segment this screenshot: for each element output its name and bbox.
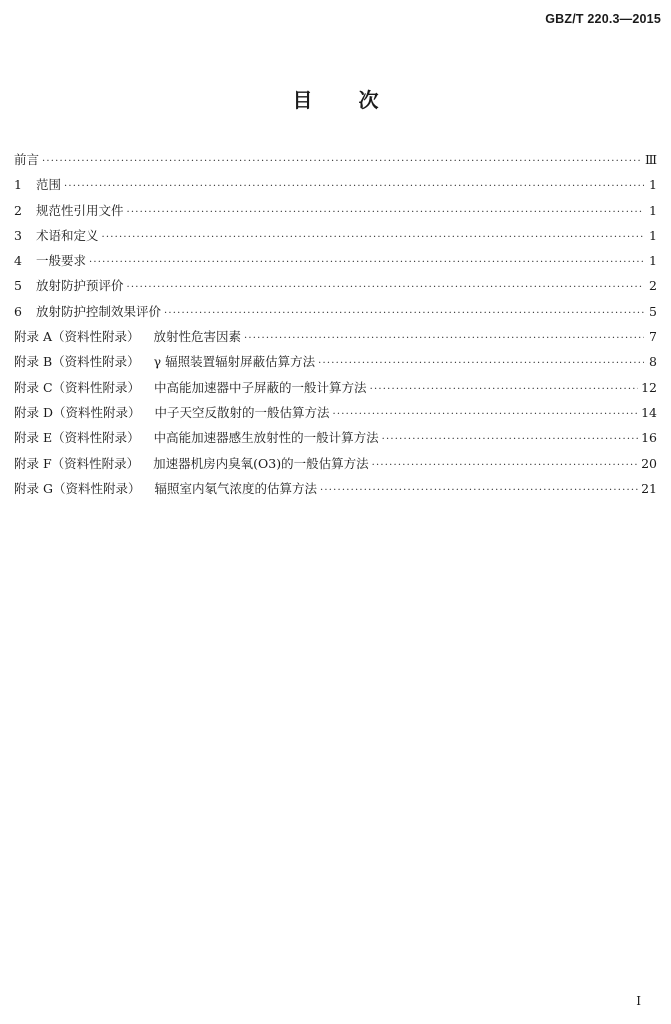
toc-appendix-number: 附录 A（资料性附录） — [14, 329, 140, 345]
toc-appendix-number: 附录 F（资料性附录） — [14, 455, 140, 471]
toc-entry-appendix-e[interactable] — [14, 430, 657, 455]
page-number: I — [636, 994, 641, 1008]
toc-entry-page: 12 — [641, 379, 657, 395]
toc-entry-label: 放射性危害因素 — [153, 329, 242, 345]
leader-dots — [320, 483, 638, 499]
leader-dots — [64, 179, 644, 195]
toc-entry-label: 术语和定义 — [36, 227, 99, 243]
toc-entry-3[interactable] — [14, 228, 657, 253]
toc-entry-page: 21 — [641, 480, 657, 496]
toc-entry-page: 20 — [641, 455, 657, 471]
toc-entry-label: 加速器机房内臭氧(O3)的一般估算方法 — [153, 455, 369, 471]
toc-entry-page: Ⅲ — [644, 152, 657, 167]
leader-dots — [333, 407, 639, 423]
toc-entry-4[interactable] — [14, 253, 657, 278]
toc-entry-appendix-g[interactable] — [14, 481, 657, 506]
toc-entry-label: 规范性引用文件 — [36, 202, 124, 218]
toc-entry-label: 前言 — [14, 152, 40, 167]
toc-entry-label: 范围 — [36, 177, 62, 193]
toc-entry-number: 6 — [14, 303, 22, 319]
toc-entry-label: 放射防护预评价 — [36, 278, 124, 294]
toc-title — [0, 84, 671, 113]
toc-entry-page: 7 — [649, 329, 657, 345]
leader-dots — [372, 458, 638, 474]
leader-dots — [244, 331, 644, 347]
toc-appendix-number: 附录 C（资料性附录） — [14, 379, 141, 395]
leader-dots — [42, 154, 642, 170]
toc-entry-number: 3 — [14, 227, 22, 243]
toc-entry-label: 中高能加速器感生放射性的一般计算方法 — [153, 430, 379, 446]
toc-entry-page: 1 — [649, 177, 657, 193]
toc-entry-label: 中高能加速器中子屏蔽的一般计算方法 — [154, 379, 367, 395]
toc-entry-label: 一般要求 — [36, 253, 87, 269]
toc-entry-label: γ 辐照装置辐射屏蔽估算方法 — [153, 354, 316, 370]
toc-entry-number: 4 — [14, 253, 22, 269]
leader-dots — [89, 255, 644, 271]
leader-dots — [382, 432, 638, 448]
toc-entry-2[interactable] — [14, 203, 657, 228]
toc-entry-page: 1 — [649, 253, 657, 269]
toc-entry-page: 2 — [649, 278, 657, 294]
toc-entry-page: 1 — [649, 227, 657, 243]
toc-appendix-number: 附录 E（资料性附录） — [14, 430, 140, 446]
toc-entry-appendix-b[interactable] — [14, 354, 657, 379]
leader-dots — [102, 230, 644, 246]
toc-entry-page: 16 — [641, 430, 657, 446]
leader-dots — [127, 205, 644, 221]
leader-dots — [127, 280, 644, 296]
toc-entry-1[interactable] — [14, 177, 657, 202]
toc-entry-6[interactable] — [14, 304, 657, 329]
toc-entry-label: 中子天空反散射的一般估算方法 — [154, 404, 330, 420]
standard-code: GBZ/T 220.3—2015 — [545, 12, 661, 26]
toc-entry-page: 8 — [649, 354, 657, 370]
toc-entry-number: 5 — [14, 278, 22, 294]
toc-entry-label: 辐照室内氡气浓度的估算方法 — [154, 480, 317, 496]
toc-entry-page: 14 — [641, 404, 657, 420]
toc-title-char-2: 次 — [358, 88, 379, 112]
toc-appendix-number: 附录 B（资料性附录） — [14, 354, 140, 370]
toc-list — [14, 152, 657, 506]
leader-dots — [370, 382, 639, 398]
toc-entry-5[interactable] — [14, 278, 657, 303]
toc-title-char-1: 目 — [292, 88, 313, 112]
leader-dots — [318, 356, 644, 372]
toc-entry-appendix-f[interactable] — [14, 456, 657, 481]
toc-entry-appendix-d[interactable] — [14, 405, 657, 430]
toc-entry-number: 2 — [14, 202, 22, 218]
toc-entry-label: 放射防护控制效果评价 — [36, 303, 162, 319]
toc-appendix-number: 附录 D（资料性附录） — [14, 404, 141, 420]
leader-dots — [164, 306, 644, 322]
toc-entry-foreword[interactable] — [14, 152, 657, 177]
toc-entry-page: 5 — [649, 303, 657, 319]
toc-entry-number: 1 — [14, 177, 22, 193]
toc-entry-appendix-c[interactable] — [14, 380, 657, 405]
toc-entry-page: 1 — [649, 202, 657, 218]
toc-appendix-number: 附录 G（资料性附录） — [14, 480, 141, 496]
toc-entry-appendix-a[interactable] — [14, 329, 657, 354]
